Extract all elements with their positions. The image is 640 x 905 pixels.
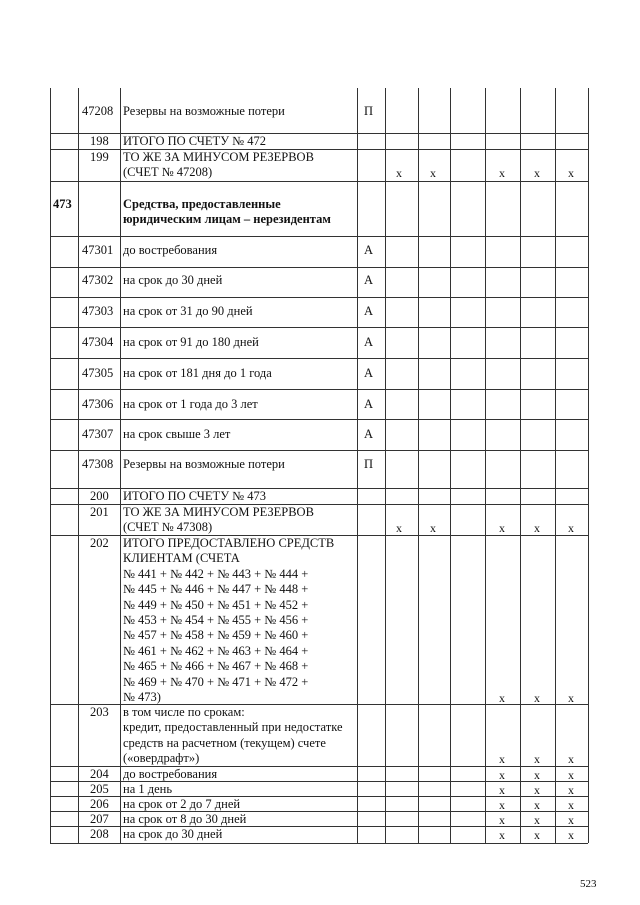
x-mark: x [534, 166, 540, 181]
account-type: П [364, 457, 374, 471]
account-type: А [364, 397, 374, 411]
column-divider [485, 88, 486, 843]
account-description-line: № 445 + № 446 + № 447 + № 448 + [123, 582, 309, 597]
x-mark: x [499, 798, 505, 812]
column-divider [588, 88, 589, 843]
x-mark: x [534, 813, 540, 827]
account-type: А [364, 304, 374, 318]
x-mark: x [534, 752, 540, 767]
x-mark: x [568, 166, 574, 181]
column-divider [120, 88, 121, 843]
x-mark: x [430, 521, 436, 536]
x-mark: x [499, 768, 505, 782]
column-divider [520, 88, 521, 843]
account-description-line: № 461 + № 462 + № 463 + № 464 + [123, 643, 309, 658]
account-code: 47208 [82, 104, 114, 118]
x-mark: x [499, 813, 505, 827]
account-code: 47303 [82, 304, 114, 318]
x-mark: x [534, 768, 540, 782]
x-mark: x [568, 691, 574, 705]
account-description-line: Средства, предоставленные [123, 197, 281, 211]
account-description-line: № 465 + № 466 + № 467 + № 468 + [123, 659, 309, 674]
account-code: 47301 [82, 243, 114, 257]
account-type: А [364, 243, 374, 257]
account-description-line: (СЧЕТ № 47208) [123, 165, 213, 180]
account-description-line: юридическим лицам – нерезидентам [123, 212, 331, 227]
column-divider [450, 88, 451, 843]
row-number: 208 [90, 827, 109, 841]
account-description-line: ИТОГО ПРЕДОСТАВЛЕНО СРЕДСТВ [123, 536, 335, 550]
account-description-line: на срок от 91 до 180 дней [123, 335, 259, 349]
x-mark: x [534, 521, 540, 536]
account-type: А [364, 335, 374, 349]
account-description-line: на срок от 2 до 7 дней [123, 797, 241, 811]
account-description-line: до востребования [123, 767, 218, 781]
account-description-line: на срок от 1 года до 3 лет [123, 397, 258, 411]
section-code: 473 [53, 197, 72, 211]
account-code: 47305 [82, 366, 114, 380]
account-description-line: (СЧЕТ № 47308) [123, 520, 213, 535]
row-divider [50, 297, 588, 298]
account-type: А [364, 366, 374, 380]
row-number: 207 [90, 812, 109, 826]
account-type: П [364, 104, 374, 118]
row-number: 202 [90, 536, 109, 550]
account-type: А [364, 273, 374, 287]
table-bottom-border [50, 843, 588, 844]
row-divider [50, 358, 588, 359]
account-description-line: на срок свыше 3 лет [123, 427, 231, 441]
row-divider [50, 267, 588, 268]
account-description-line: ИТОГО ПО СЧЕТУ № 472 [123, 134, 266, 148]
account-description-line: на срок до 30 дней [123, 827, 223, 841]
column-divider [385, 88, 386, 843]
x-mark: x [396, 521, 402, 536]
account-description-line: № 453 + № 454 + № 455 + № 456 + [123, 613, 309, 627]
account-description-line: на срок от 31 до 90 дней [123, 304, 253, 318]
x-mark: x [499, 752, 505, 767]
column-divider [78, 88, 79, 843]
row-number: 205 [90, 782, 109, 796]
x-mark: x [568, 752, 574, 767]
x-mark: x [568, 813, 574, 827]
row-number: 204 [90, 767, 109, 781]
column-divider [555, 88, 556, 843]
account-description-line: средств на расчетном (текущем) счете [123, 735, 326, 750]
row-divider [50, 181, 588, 182]
x-mark: x [534, 828, 540, 842]
row-number: 201 [90, 505, 109, 519]
column-divider [50, 88, 51, 843]
row-divider [50, 450, 588, 451]
row-number: 200 [90, 489, 109, 503]
column-divider [418, 88, 419, 843]
account-description-line: № 449 + № 450 + № 451 + № 452 + [123, 597, 309, 612]
x-mark: x [568, 783, 574, 797]
account-description-line: до востребования [123, 243, 218, 257]
account-description-line: Резервы на возможные потери [123, 457, 285, 471]
account-code: 47307 [82, 427, 114, 441]
x-mark: x [499, 166, 505, 181]
x-mark: x [430, 166, 436, 181]
x-mark: x [534, 691, 540, 705]
account-description-line: № 441 + № 442 + № 443 + № 444 + [123, 566, 309, 581]
account-description-line: КЛИЕНТАМ (СЧЕТА [123, 551, 240, 566]
row-divider [50, 327, 588, 328]
account-description-line: кредит, предоставленный при недостатке [123, 720, 343, 735]
row-number: 206 [90, 797, 109, 811]
page-number: 523 [580, 878, 597, 890]
row-number: 203 [90, 705, 109, 719]
x-mark: x [534, 798, 540, 812]
account-description-line: № 473) [123, 690, 161, 704]
account-code: 47308 [82, 457, 114, 471]
account-description-line: на срок до 30 дней [123, 273, 223, 287]
x-mark: x [499, 783, 505, 797]
x-mark: x [499, 521, 505, 536]
account-description-line: на 1 день [123, 782, 173, 796]
row-divider [50, 389, 588, 390]
x-mark: x [534, 783, 540, 797]
account-description-line: ТО ЖЕ ЗА МИНУСОМ РЕЗЕРВОВ [123, 505, 314, 519]
x-mark: x [396, 166, 402, 181]
account-description-line: № 469 + № 470 + № 471 + № 472 + [123, 674, 309, 689]
x-mark: x [499, 828, 505, 842]
row-divider [50, 236, 588, 237]
account-description-line: № 457 + № 458 + № 459 + № 460 + [123, 628, 309, 643]
account-type: А [364, 427, 374, 441]
account-description-line: Резервы на возможные потери [123, 104, 285, 118]
row-number: 198 [90, 134, 109, 148]
row-number: 199 [90, 150, 109, 164]
account-description-line: ТО ЖЕ ЗА МИНУСОМ РЕЗЕРВОВ [123, 150, 314, 164]
account-description-line: на срок от 181 дня до 1 года [123, 366, 272, 380]
account-description-line: на срок от 8 до 30 дней [123, 812, 247, 826]
x-mark: x [568, 521, 574, 536]
account-description-line: («овердрафт») [123, 751, 200, 766]
column-divider [357, 88, 358, 843]
x-mark: x [568, 768, 574, 782]
x-mark: x [499, 691, 505, 705]
row-divider [50, 419, 588, 420]
x-mark: x [568, 798, 574, 812]
x-mark: x [568, 828, 574, 842]
account-description-line: в том числе по срокам: [123, 705, 245, 719]
account-code: 47304 [82, 335, 114, 349]
account-code: 47306 [82, 397, 114, 411]
account-code: 47302 [82, 273, 114, 287]
account-description-line: ИТОГО ПО СЧЕТУ № 473 [123, 489, 266, 503]
